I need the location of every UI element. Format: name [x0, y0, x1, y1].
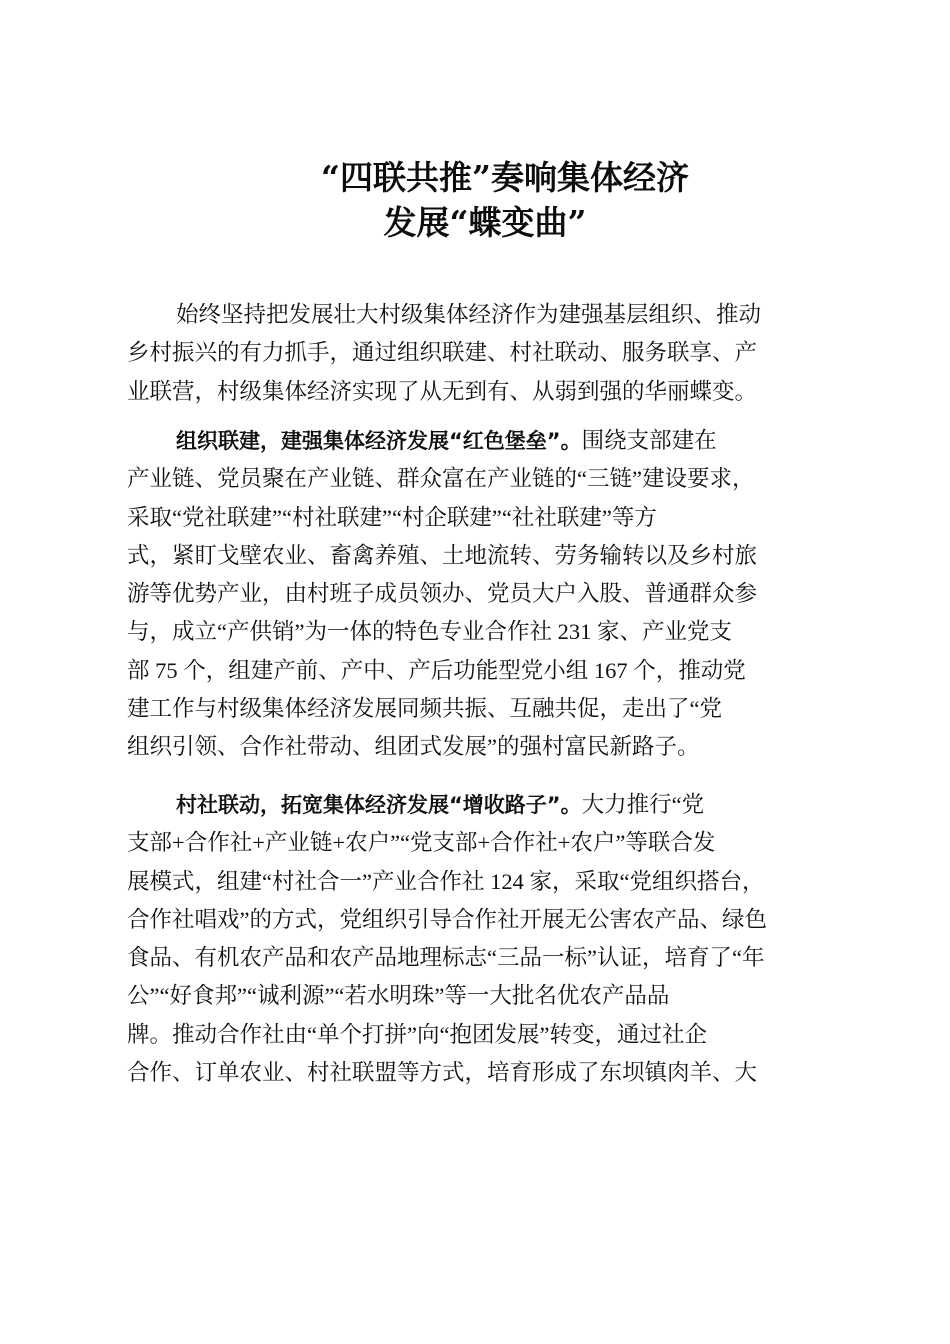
paragraph-line: 游等优势产业，由村班子成员领办、党员大户入股、普通群众参 — [127, 581, 758, 607]
paragraph-text: 大力推行“党 — [581, 792, 705, 817]
paragraph-line: 组织引领、合作社带动、组团式发展”的强村富民新路子。 — [127, 734, 700, 760]
paragraph-line: 产业链、党员聚在产业链、群众富在产业链的“三链”建设要求， — [127, 466, 755, 492]
paragraph-line: 与，成立“产供销”为一体的特色专业合作社 231 家、产业党支 — [127, 619, 732, 645]
paragraph-line: 展模式，组建“村社合一”产业合作社 124 家，采取“党组织搭台， — [127, 868, 765, 894]
section-heading: 组织联建，建强集体经济发展“红色堡垒”。 — [176, 429, 582, 453]
paragraph-line: 合作、订单农业、村社联盟等方式，培育形成了东坝镇肉羊、大 — [127, 1060, 758, 1086]
paragraph-line: 建工作与村级集体经济发展同频共振、互融共促，走出了“党 — [127, 696, 722, 722]
paragraph-line: 乡村振兴的有力抓手，通过组织联建、村社联动、服务联享、产 — [127, 340, 758, 366]
paragraph-line: 牌。推动合作社由“单个打拼”向“抱团发展”转变，通过社企 — [127, 1021, 707, 1047]
paragraph-line: 始终坚持把发展壮大村级集体经济作为建强基层组织、推动 — [176, 302, 762, 327]
paragraph-line: 公”“好食邦”“诚利源”“若水明珠”等一大批名优农产品品 — [127, 983, 670, 1009]
paragraph-text: 围绕支部建在 — [581, 428, 717, 453]
paragraph-first-line — [127, 422, 829, 460]
paragraph-line: 式，紧盯戈壁农业、畜禽养殖、土地流转、劳务输转以及乡村旅 — [127, 542, 758, 568]
paragraph-village-cooperative — [127, 786, 829, 1092]
paragraph-line: 支部+合作社+产业链+农户”“党支部+合作社+农户”等联合发 — [127, 830, 716, 856]
paragraph-line: 合作社唱戏”的方式，党组织引导合作社开展无公害农产品、绿色 — [127, 906, 767, 932]
paragraph-intro — [127, 296, 829, 411]
paragraph-first-line — [127, 786, 829, 824]
paragraph-line: 食品、有机农产品和农产品地理标志“三品一标”认证，培育了“年 — [127, 945, 765, 971]
section-heading: 村社联动，拓宽集体经济发展“增收路子”。 — [176, 793, 582, 817]
document-title-line-2: 发展“蝶变曲” — [383, 203, 587, 242]
paragraph-line: 采取“党社联建”“村社联建”“村企联建”“社社联建”等方 — [127, 504, 657, 530]
paragraph-line: 业联营，村级集体经济实现了从无到有、从弱到强的华丽蝶变。 — [127, 378, 758, 404]
paragraph-line: 部 75 个，组建产前、产中、产后功能型党小组 167 个，推动党 — [127, 657, 746, 683]
document-title-line-1: “四联共推”奏响集体经济 — [321, 158, 689, 197]
paragraph-organization — [127, 422, 829, 767]
